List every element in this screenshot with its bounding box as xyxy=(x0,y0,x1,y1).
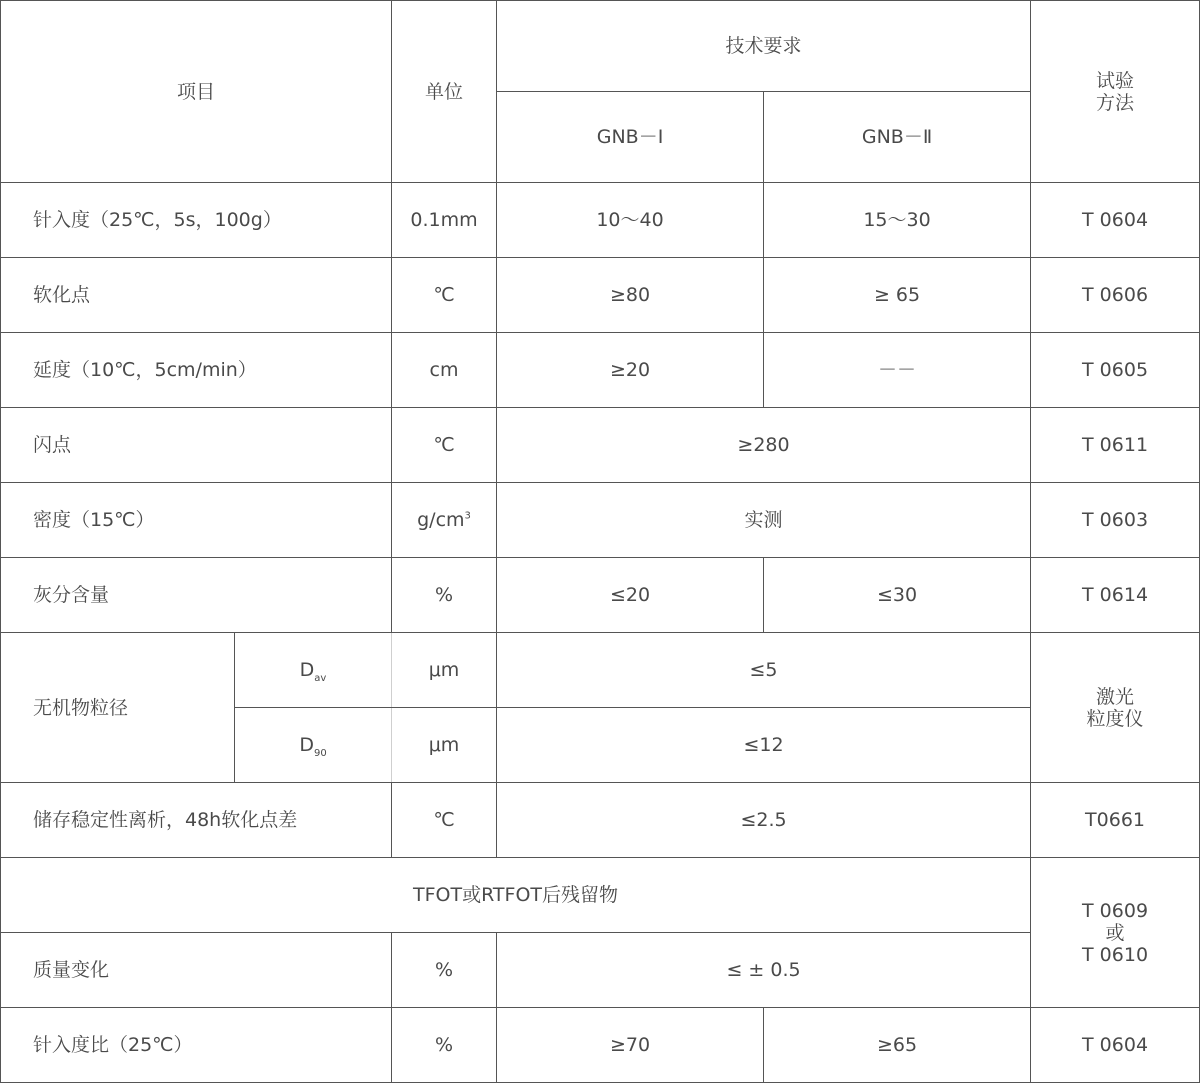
row-grade1-value: ≥80 xyxy=(497,258,764,333)
table-row xyxy=(1,183,1200,258)
row-grade1-value: ≥70 xyxy=(497,1008,764,1083)
row-item-mass: 质量变化 xyxy=(1,933,392,1008)
row-item-pen-ratio: 针入度比（25℃） xyxy=(1,1008,392,1083)
row-shared-value: 实测 xyxy=(497,483,1031,558)
header-row-top xyxy=(1,1,1200,92)
row-unit: 0.1mm xyxy=(392,183,497,258)
row-shared-value: ≥280 xyxy=(497,408,1031,483)
table-row xyxy=(1,483,1200,558)
row-grade2-value: ≥ 65 xyxy=(764,258,1031,333)
row-unit: ℃ xyxy=(392,783,497,858)
row-unit: % xyxy=(392,558,497,633)
header-grade-1: GNB－Ⅰ xyxy=(497,92,764,183)
row-item-penetration: 针入度（25℃，5s，100g） xyxy=(1,183,392,258)
row-unit: ℃ xyxy=(392,258,497,333)
subitem-subscript: av xyxy=(314,672,327,684)
table-row-section xyxy=(1,858,1200,933)
row-method: T 0604 xyxy=(1031,1008,1200,1083)
header-method-line1: 试验 xyxy=(1096,69,1135,92)
row-shared-value: ≤12 xyxy=(497,708,1031,783)
table-row xyxy=(1,333,1200,408)
row-unit: % xyxy=(392,933,497,1008)
subitem-base: D xyxy=(299,659,315,681)
row-grade2-value: ≤30 xyxy=(764,558,1031,633)
method-line3: T 0610 xyxy=(1082,943,1149,966)
subitem-subscript: 90 xyxy=(313,747,327,759)
row-method: T 0603 xyxy=(1031,483,1200,558)
row-item-ash: 灰分含量 xyxy=(1,558,392,633)
row-grade2-value: 15～30 xyxy=(764,183,1031,258)
header-unit: 单位 xyxy=(392,1,497,183)
row-unit xyxy=(392,483,497,558)
row-method: T 0606 xyxy=(1031,258,1200,333)
row-grade2-value: ≥65 xyxy=(764,1008,1031,1083)
row-method: T 0611 xyxy=(1031,408,1200,483)
row-grade2-value: －－ xyxy=(764,333,1031,408)
row-method-laser xyxy=(1031,633,1200,783)
row-shared-value: ≤ ± 0.5 xyxy=(497,933,1031,1008)
row-item-softening: 软化点 xyxy=(1,258,392,333)
row-method: T 0605 xyxy=(1031,333,1200,408)
row-method: T 0604 xyxy=(1031,183,1200,258)
header-grade-2: GNB－Ⅱ xyxy=(764,92,1031,183)
row-shared-value: ≤5 xyxy=(497,633,1031,708)
method-line2: 或 xyxy=(1105,921,1125,944)
table-row xyxy=(1,558,1200,633)
row-method: T 0614 xyxy=(1031,558,1200,633)
subitem-base: D xyxy=(299,734,314,756)
row-shared-value: ≤2.5 xyxy=(497,783,1031,858)
row-subitem-dav xyxy=(235,633,392,708)
method-line1: T 0609 xyxy=(1082,899,1149,922)
row-unit: cm xyxy=(392,333,497,408)
row-subitem-d90 xyxy=(235,708,392,783)
header-method-line2: 方法 xyxy=(1096,91,1135,114)
row-item-flash: 闪点 xyxy=(1,408,392,483)
unit-base: g/cm xyxy=(417,509,465,531)
header-test-method xyxy=(1031,1,1200,183)
row-unit: ℃ xyxy=(392,408,497,483)
unit-superscript: 3 xyxy=(464,510,471,522)
table-row xyxy=(1,783,1200,858)
row-item-storage: 储存稳定性离析，48h软化点差 xyxy=(1,783,392,858)
method-line1: 激光 xyxy=(1096,685,1135,708)
table-row xyxy=(1,633,1200,708)
row-item-particle: 无机物粒径 xyxy=(1,633,235,783)
row-item-density: 密度（15℃） xyxy=(1,483,392,558)
table-row xyxy=(1,258,1200,333)
table-row xyxy=(1,408,1200,483)
row-method: T0661 xyxy=(1031,783,1200,858)
header-item: 项目 xyxy=(1,1,392,183)
row-unit: μm xyxy=(392,708,497,783)
table-row xyxy=(1,933,1200,1008)
row-unit: μm xyxy=(392,633,497,708)
table-row xyxy=(1,1008,1200,1083)
section-title-residue: TFOT或RTFOT后残留物 xyxy=(1,858,1031,933)
row-method-residue xyxy=(1031,858,1200,1008)
row-grade1-value: ≥20 xyxy=(497,333,764,408)
row-item-ductility: 延度（10℃，5cm/min） xyxy=(1,333,392,408)
row-grade1-value: ≤20 xyxy=(497,558,764,633)
row-grade1-value: 10～40 xyxy=(497,183,764,258)
method-line2: 粒度仪 xyxy=(1086,707,1144,730)
header-requirement: 技术要求 xyxy=(497,1,1031,92)
row-unit: % xyxy=(392,1008,497,1083)
